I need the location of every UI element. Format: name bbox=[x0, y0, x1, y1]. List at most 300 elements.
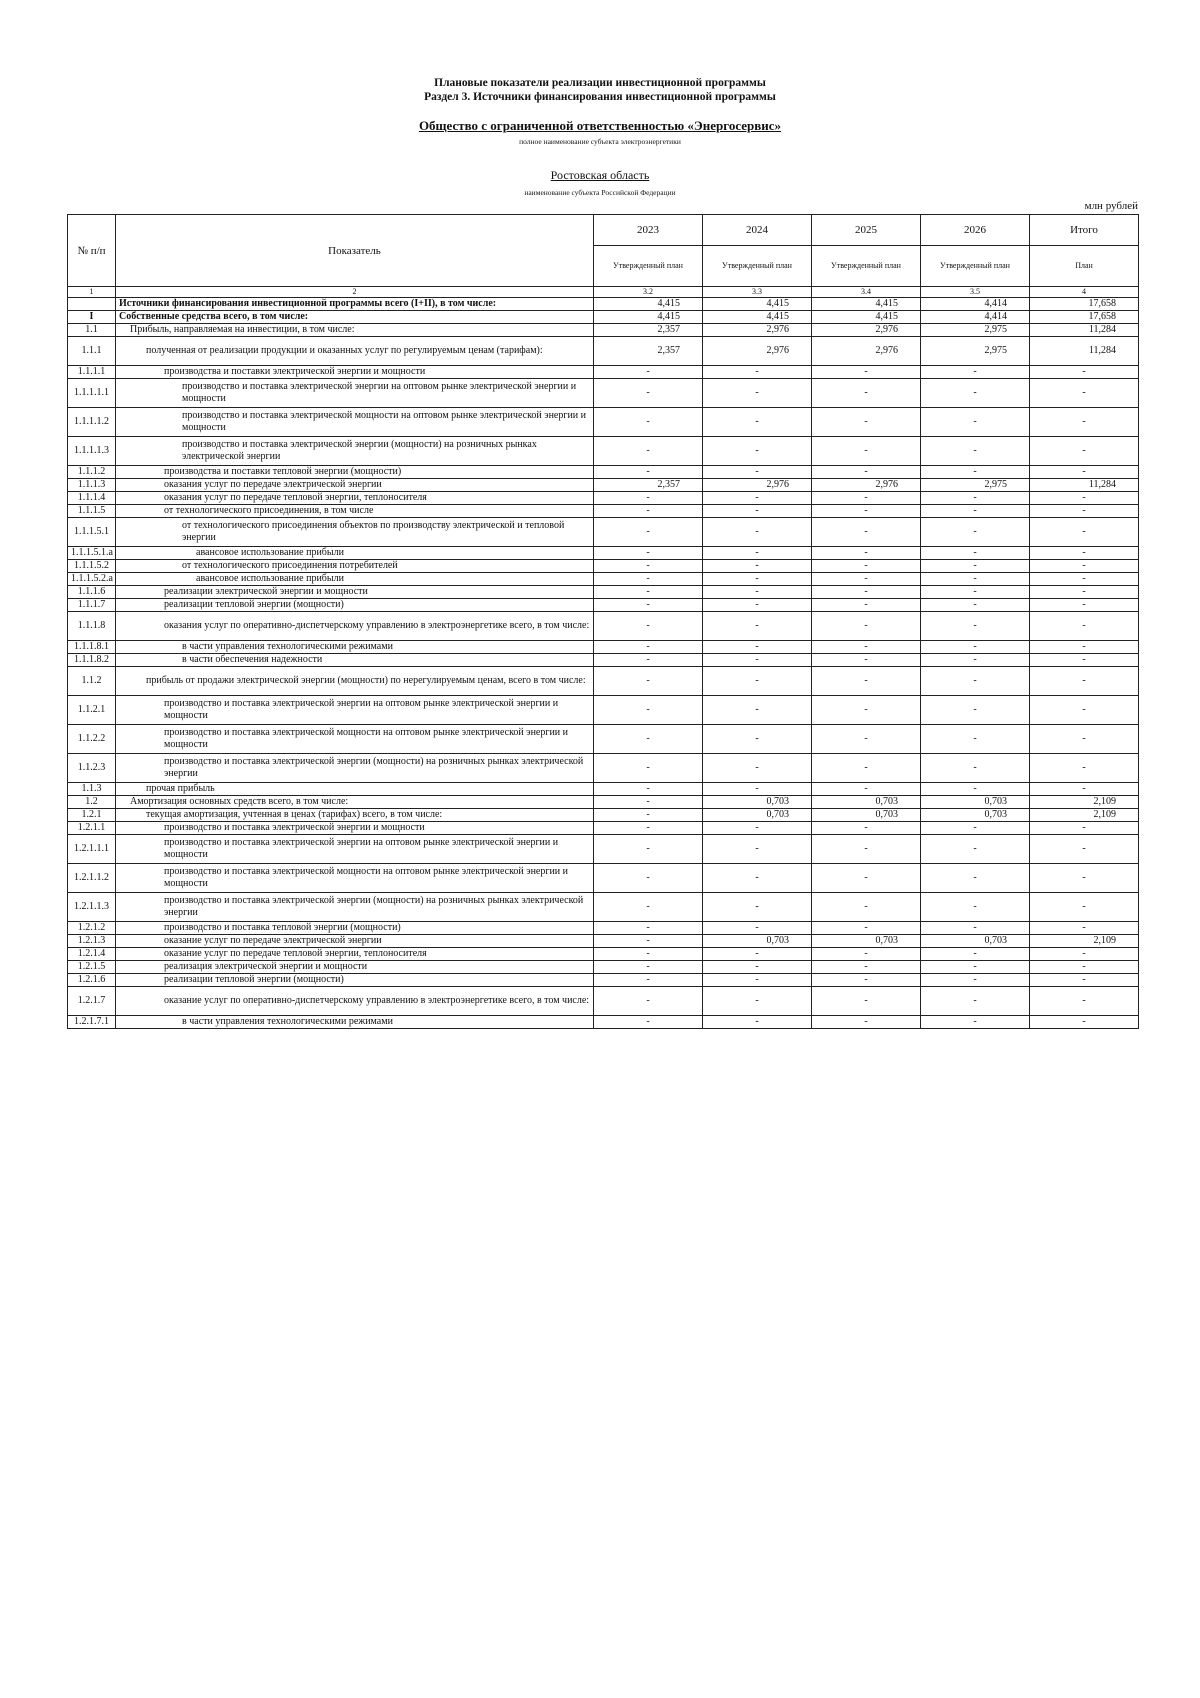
row-label: производство и поставка электрической энергии на оптовом рынке электрической энергии и мощности bbox=[116, 379, 594, 408]
row-number: 1.1 bbox=[68, 324, 116, 337]
value-cell: - bbox=[703, 408, 812, 437]
value-cell: - bbox=[921, 366, 1030, 379]
value-cell: - bbox=[594, 505, 703, 518]
value-cell: - bbox=[921, 492, 1030, 505]
value-cell: - bbox=[921, 518, 1030, 547]
value-cell: - bbox=[594, 379, 703, 408]
value-cell: 4,415 bbox=[703, 298, 812, 311]
value-cell: - bbox=[1030, 922, 1139, 935]
value-cell: - bbox=[1030, 599, 1139, 612]
value-cell: - bbox=[703, 864, 812, 893]
value-cell: - bbox=[812, 922, 921, 935]
row-label: оказания услуг по передаче тепловой энергии, теплоносителя bbox=[116, 492, 594, 505]
region-name: Ростовская область bbox=[550, 168, 650, 182]
value-cell: 2,975 bbox=[921, 479, 1030, 492]
value-cell: - bbox=[594, 437, 703, 466]
value-cell: - bbox=[812, 586, 921, 599]
column-number: 3.3 bbox=[703, 287, 812, 298]
row-label: оказания услуг по передаче электрической энергии bbox=[116, 479, 594, 492]
row-label: Амортизация основных средств всего, в том числе: bbox=[116, 796, 594, 809]
value-cell: - bbox=[812, 783, 921, 796]
value-cell: 4,415 bbox=[812, 298, 921, 311]
value-cell: - bbox=[1030, 783, 1139, 796]
value-cell: - bbox=[921, 783, 1030, 796]
value-cell: - bbox=[703, 783, 812, 796]
row-label: производства и поставки тепловой энергии (мощности) bbox=[116, 466, 594, 479]
value-cell: - bbox=[812, 599, 921, 612]
value-cell: - bbox=[703, 586, 812, 599]
row-label: Собственные средства всего, в том числе: bbox=[116, 311, 594, 324]
plan-header: План bbox=[1030, 246, 1139, 287]
value-cell: - bbox=[812, 573, 921, 586]
column-number: 2 bbox=[116, 287, 594, 298]
table-row bbox=[68, 337, 1139, 366]
value-cell: 2,976 bbox=[812, 479, 921, 492]
table-row bbox=[68, 696, 1139, 725]
value-cell: - bbox=[1030, 948, 1139, 961]
value-cell: - bbox=[1030, 696, 1139, 725]
value-cell: 0,703 bbox=[812, 796, 921, 809]
value-cell: - bbox=[812, 987, 921, 1016]
row-number: 1.1.1.3 bbox=[68, 479, 116, 492]
value-cell: 4,415 bbox=[703, 311, 812, 324]
value-cell: - bbox=[1030, 518, 1139, 547]
value-cell: - bbox=[1030, 379, 1139, 408]
table-row bbox=[68, 408, 1139, 437]
row-label: производство и поставка электрической энергии на оптовом рынке электрической энергии и мощности bbox=[116, 835, 594, 864]
value-cell: - bbox=[921, 696, 1030, 725]
value-cell: - bbox=[1030, 864, 1139, 893]
value-cell: - bbox=[812, 864, 921, 893]
value-cell: 2,976 bbox=[812, 324, 921, 337]
row-number: 1.2.1.6 bbox=[68, 974, 116, 987]
value-cell: - bbox=[594, 987, 703, 1016]
value-cell: - bbox=[594, 1016, 703, 1029]
table-row bbox=[68, 893, 1139, 922]
value-cell: - bbox=[594, 466, 703, 479]
table-row bbox=[68, 586, 1139, 599]
row-label: производство и поставка электрической энергии и мощности bbox=[116, 822, 594, 835]
row-label: Источники финансирования инвестиционной программы всего (I+II), в том числе: bbox=[116, 298, 594, 311]
table-row bbox=[68, 641, 1139, 654]
row-label: производство и поставка электрической энергии на оптовом рынке электрической энергии и мощности bbox=[116, 696, 594, 725]
value-cell: - bbox=[703, 641, 812, 654]
value-cell: - bbox=[594, 599, 703, 612]
value-cell: - bbox=[703, 974, 812, 987]
row-number: 1.1.1.8.2 bbox=[68, 654, 116, 667]
row-label: текущая амортизация, учтенная в ценах (тарифах) всего, в том числе: bbox=[116, 809, 594, 822]
column-number: 3.2 bbox=[594, 287, 703, 298]
value-cell: - bbox=[703, 466, 812, 479]
value-cell: - bbox=[812, 518, 921, 547]
value-cell: 2,109 bbox=[1030, 796, 1139, 809]
value-cell: - bbox=[703, 667, 812, 696]
table-row bbox=[68, 987, 1139, 1016]
value-cell: - bbox=[703, 505, 812, 518]
row-number: 1.1.2.3 bbox=[68, 754, 116, 783]
row-label: производство и поставка электрической мощности на оптовом рынке электрической энергии и мощности bbox=[116, 725, 594, 754]
table-row bbox=[68, 599, 1139, 612]
row-label: оказание услуг по оперативно-диспетчерскому управлению в электроэнергетике всего, в том числе: bbox=[116, 987, 594, 1016]
value-cell: - bbox=[1030, 586, 1139, 599]
value-cell: - bbox=[921, 599, 1030, 612]
row-label: реализации электрической энергии и мощности bbox=[116, 586, 594, 599]
value-cell: - bbox=[703, 725, 812, 754]
value-cell: - bbox=[921, 586, 1030, 599]
value-cell: 2,357 bbox=[594, 337, 703, 366]
value-cell: - bbox=[703, 573, 812, 586]
row-number: 1.2.1.1 bbox=[68, 822, 116, 835]
row-label: производство и поставка электрической мощности на оптовом рынке электрической энергии и мощности bbox=[116, 864, 594, 893]
value-cell: - bbox=[594, 696, 703, 725]
value-cell: - bbox=[921, 725, 1030, 754]
value-cell: - bbox=[812, 754, 921, 783]
value-cell: - bbox=[812, 379, 921, 408]
value-cell: - bbox=[594, 547, 703, 560]
table-row bbox=[68, 311, 1139, 324]
row-label: Прибыль, направляемая на инвестиции, в том числе: bbox=[116, 324, 594, 337]
value-cell: - bbox=[812, 961, 921, 974]
value-cell: - bbox=[594, 922, 703, 935]
row-number: 1.1.1.1 bbox=[68, 366, 116, 379]
plan-header: Утвержденный план bbox=[594, 246, 703, 287]
table-row bbox=[68, 783, 1139, 796]
value-cell: - bbox=[703, 1016, 812, 1029]
table-body bbox=[68, 298, 1139, 1029]
value-cell: - bbox=[812, 835, 921, 864]
value-cell: - bbox=[703, 612, 812, 641]
value-cell: 17,658 bbox=[1030, 298, 1139, 311]
value-cell: 2,975 bbox=[921, 337, 1030, 366]
value-cell: - bbox=[812, 560, 921, 573]
row-label: производство и поставка электрической мощности на оптовом рынке электрической энергии и мощности bbox=[116, 408, 594, 437]
row-number: 1.1.1.5.2.a bbox=[68, 573, 116, 586]
table-row bbox=[68, 573, 1139, 586]
column-number: 3.4 bbox=[812, 287, 921, 298]
value-cell: - bbox=[594, 893, 703, 922]
value-cell: 2,357 bbox=[594, 324, 703, 337]
col-indicator-header: Показатель bbox=[116, 215, 594, 287]
value-cell: - bbox=[594, 366, 703, 379]
row-number: 1.2.1.1.2 bbox=[68, 864, 116, 893]
row-label: оказание услуг по передаче тепловой энергии, теплоносителя bbox=[116, 948, 594, 961]
table-row bbox=[68, 379, 1139, 408]
value-cell: - bbox=[1030, 560, 1139, 573]
table-row bbox=[68, 612, 1139, 641]
value-cell: - bbox=[812, 408, 921, 437]
table-row bbox=[68, 518, 1139, 547]
value-cell: - bbox=[1030, 974, 1139, 987]
table-row bbox=[68, 864, 1139, 893]
row-number: 1.1.1.1.3 bbox=[68, 437, 116, 466]
table-row bbox=[68, 725, 1139, 754]
value-cell: - bbox=[812, 667, 921, 696]
row-number: 1.2.1.3 bbox=[68, 935, 116, 948]
value-cell: - bbox=[921, 948, 1030, 961]
row-label: прочая прибыль bbox=[116, 783, 594, 796]
financing-table bbox=[67, 214, 1139, 1029]
value-cell: - bbox=[921, 987, 1030, 1016]
row-number: 1.1.1.2 bbox=[68, 466, 116, 479]
plan-header: Утвержденный план bbox=[812, 246, 921, 287]
value-cell: - bbox=[1030, 961, 1139, 974]
row-label: реализации тепловой энергии (мощности) bbox=[116, 974, 594, 987]
table-row bbox=[68, 324, 1139, 337]
value-cell: - bbox=[921, 573, 1030, 586]
value-cell: - bbox=[921, 612, 1030, 641]
organization-caption: полное наименование субъекта электроэнергетики bbox=[519, 137, 681, 146]
row-label: в части управления технологическими режимами bbox=[116, 1016, 594, 1029]
header-row-years bbox=[68, 215, 1139, 246]
row-label: от технологического присоединения потребителей bbox=[116, 560, 594, 573]
value-cell: - bbox=[703, 560, 812, 573]
value-cell: - bbox=[921, 654, 1030, 667]
value-cell: - bbox=[921, 864, 1030, 893]
value-cell: - bbox=[1030, 466, 1139, 479]
value-cell: - bbox=[921, 505, 1030, 518]
row-number: 1.2.1.1.1 bbox=[68, 835, 116, 864]
row-label: производство и поставка тепловой энергии (мощности) bbox=[116, 922, 594, 935]
value-cell: - bbox=[1030, 641, 1139, 654]
row-number: 1.1.1.8.1 bbox=[68, 641, 116, 654]
row-number: 1.2.1.7.1 bbox=[68, 1016, 116, 1029]
row-number: 1.1.1.5.1 bbox=[68, 518, 116, 547]
value-cell: - bbox=[703, 437, 812, 466]
year-header: 2023 bbox=[594, 215, 703, 246]
value-cell: - bbox=[812, 1016, 921, 1029]
row-label: производства и поставки электрической энергии и мощности bbox=[116, 366, 594, 379]
table-row bbox=[68, 822, 1139, 835]
value-cell: - bbox=[812, 974, 921, 987]
value-cell: - bbox=[594, 935, 703, 948]
value-cell: - bbox=[594, 408, 703, 437]
value-cell: - bbox=[594, 586, 703, 599]
row-label: полученная от реализации продукции и оказанных услуг по регулируемым ценам (тарифам): bbox=[116, 337, 594, 366]
row-number: I bbox=[68, 311, 116, 324]
row-number: 1.2 bbox=[68, 796, 116, 809]
value-cell: - bbox=[703, 547, 812, 560]
value-cell: - bbox=[1030, 505, 1139, 518]
table-row bbox=[68, 1016, 1139, 1029]
table-row bbox=[68, 560, 1139, 573]
value-cell: 2,976 bbox=[703, 337, 812, 366]
document-title: Плановые показатели реализации инвестиционной программы bbox=[434, 77, 766, 89]
value-cell: 11,284 bbox=[1030, 337, 1139, 366]
table-row bbox=[68, 437, 1139, 466]
row-number: 1.1.2.2 bbox=[68, 725, 116, 754]
value-cell: - bbox=[594, 725, 703, 754]
value-cell: - bbox=[812, 612, 921, 641]
value-cell: - bbox=[703, 754, 812, 783]
value-cell: - bbox=[1030, 492, 1139, 505]
value-cell: - bbox=[812, 948, 921, 961]
value-cell: - bbox=[594, 783, 703, 796]
row-number: 1.1.1.5.2 bbox=[68, 560, 116, 573]
row-label: в части управления технологическими режимами bbox=[116, 641, 594, 654]
value-cell: - bbox=[594, 754, 703, 783]
value-cell: - bbox=[703, 922, 812, 935]
row-label: от технологического присоединения, в том числе bbox=[116, 505, 594, 518]
table-row bbox=[68, 492, 1139, 505]
row-number: 1.1.1.5.1.a bbox=[68, 547, 116, 560]
value-cell: - bbox=[921, 822, 1030, 835]
section-title: Раздел 3. Источники финансирования инвестиционной программы bbox=[424, 91, 776, 103]
value-cell: - bbox=[594, 961, 703, 974]
value-cell: - bbox=[594, 667, 703, 696]
table-row bbox=[68, 754, 1139, 783]
value-cell: - bbox=[1030, 408, 1139, 437]
row-number: 1.1.1.1.1 bbox=[68, 379, 116, 408]
value-cell: - bbox=[594, 654, 703, 667]
value-cell: - bbox=[921, 754, 1030, 783]
row-label: оказание услуг по передаче электрической энергии bbox=[116, 935, 594, 948]
value-cell: - bbox=[594, 492, 703, 505]
value-cell: - bbox=[812, 696, 921, 725]
value-cell: 4,415 bbox=[594, 298, 703, 311]
value-cell: - bbox=[703, 379, 812, 408]
row-number: 1.1.1.8 bbox=[68, 612, 116, 641]
row-number: 1.2.1.4 bbox=[68, 948, 116, 961]
total-header: Итого bbox=[1030, 215, 1139, 246]
value-cell: - bbox=[921, 922, 1030, 935]
row-number: 1.2.1.1.3 bbox=[68, 893, 116, 922]
value-cell: - bbox=[594, 948, 703, 961]
value-cell: - bbox=[703, 518, 812, 547]
row-label: в части обеспечения надежности bbox=[116, 654, 594, 667]
value-cell: - bbox=[1030, 366, 1139, 379]
value-cell: - bbox=[703, 696, 812, 725]
value-cell: - bbox=[594, 822, 703, 835]
value-cell: - bbox=[1030, 573, 1139, 586]
value-cell: - bbox=[1030, 667, 1139, 696]
value-cell: 0,703 bbox=[921, 935, 1030, 948]
row-label: от технологического присоединения объектов по производству электрической и тепловой энергии bbox=[116, 518, 594, 547]
value-cell: - bbox=[921, 835, 1030, 864]
value-cell: 2,975 bbox=[921, 324, 1030, 337]
value-cell: - bbox=[812, 492, 921, 505]
plan-header: Утвержденный план bbox=[921, 246, 1030, 287]
header-row-column-numbers bbox=[68, 287, 1139, 298]
row-label: реализация электрической энергии и мощности bbox=[116, 961, 594, 974]
value-cell: - bbox=[812, 641, 921, 654]
value-cell: - bbox=[703, 893, 812, 922]
value-cell: - bbox=[921, 961, 1030, 974]
region-caption: наименование субъекта Российской Федерации bbox=[524, 188, 676, 197]
value-cell: - bbox=[921, 379, 1030, 408]
row-number: 1.2.1.2 bbox=[68, 922, 116, 935]
value-cell: 2,109 bbox=[1030, 809, 1139, 822]
value-cell: - bbox=[1030, 547, 1139, 560]
row-number: 1.2.1 bbox=[68, 809, 116, 822]
value-cell: - bbox=[703, 366, 812, 379]
value-cell: 17,658 bbox=[1030, 311, 1139, 324]
value-cell: - bbox=[921, 466, 1030, 479]
row-number: 1.1.1 bbox=[68, 337, 116, 366]
value-cell: - bbox=[594, 573, 703, 586]
value-cell: - bbox=[921, 1016, 1030, 1029]
value-cell: - bbox=[921, 974, 1030, 987]
value-cell: - bbox=[594, 518, 703, 547]
table-row bbox=[68, 505, 1139, 518]
row-label: производство и поставка электрической энергии (мощности) на розничных рынках электрической энергии bbox=[116, 754, 594, 783]
value-cell: - bbox=[921, 547, 1030, 560]
value-cell: 11,284 bbox=[1030, 479, 1139, 492]
value-cell: - bbox=[703, 948, 812, 961]
value-cell: - bbox=[812, 725, 921, 754]
row-label: оказания услуг по оперативно-диспетчерскому управлению в электроэнергетике всего, в том числе: bbox=[116, 612, 594, 641]
value-cell: - bbox=[1030, 654, 1139, 667]
row-label: производство и поставка электрической энергии (мощности) на розничных рынках электрической энергии bbox=[116, 893, 594, 922]
value-cell: 0,703 bbox=[703, 796, 812, 809]
column-number: 1 bbox=[68, 287, 116, 298]
year-header: 2026 bbox=[921, 215, 1030, 246]
value-cell: 11,284 bbox=[1030, 324, 1139, 337]
value-cell: - bbox=[594, 974, 703, 987]
value-cell: - bbox=[703, 599, 812, 612]
value-cell: - bbox=[921, 437, 1030, 466]
table-row bbox=[68, 654, 1139, 667]
value-cell: - bbox=[594, 809, 703, 822]
value-cell: 4,415 bbox=[594, 311, 703, 324]
value-cell: 4,414 bbox=[921, 311, 1030, 324]
value-cell: 0,703 bbox=[703, 809, 812, 822]
table-row bbox=[68, 547, 1139, 560]
row-number: 1.1.1.1.2 bbox=[68, 408, 116, 437]
value-cell: - bbox=[594, 641, 703, 654]
value-cell: - bbox=[812, 505, 921, 518]
value-cell: - bbox=[812, 366, 921, 379]
row-number: 1.2.1.7 bbox=[68, 987, 116, 1016]
value-cell: - bbox=[921, 667, 1030, 696]
table-row bbox=[68, 935, 1139, 948]
value-cell: - bbox=[1030, 893, 1139, 922]
value-cell: - bbox=[921, 893, 1030, 922]
value-cell: - bbox=[594, 612, 703, 641]
column-number: 3.5 bbox=[921, 287, 1030, 298]
table-row bbox=[68, 796, 1139, 809]
table-row bbox=[68, 948, 1139, 961]
value-cell: - bbox=[812, 466, 921, 479]
year-header: 2025 bbox=[812, 215, 921, 246]
value-cell: 4,414 bbox=[921, 298, 1030, 311]
row-label: авансовое использование прибыли bbox=[116, 573, 594, 586]
value-cell: 2,109 bbox=[1030, 935, 1139, 948]
value-cell: - bbox=[1030, 822, 1139, 835]
value-cell: - bbox=[1030, 1016, 1139, 1029]
value-cell: - bbox=[703, 987, 812, 1016]
table-row bbox=[68, 466, 1139, 479]
value-cell: 2,976 bbox=[812, 337, 921, 366]
value-cell: - bbox=[1030, 835, 1139, 864]
value-cell: - bbox=[1030, 437, 1139, 466]
value-cell: - bbox=[921, 408, 1030, 437]
value-cell: - bbox=[703, 654, 812, 667]
value-cell: - bbox=[812, 437, 921, 466]
row-number: 1.1.1.6 bbox=[68, 586, 116, 599]
value-cell: - bbox=[1030, 612, 1139, 641]
value-cell: - bbox=[594, 560, 703, 573]
table-row bbox=[68, 809, 1139, 822]
value-cell: - bbox=[812, 547, 921, 560]
value-cell: - bbox=[703, 835, 812, 864]
table-row bbox=[68, 366, 1139, 379]
table-row bbox=[68, 479, 1139, 492]
value-cell: 2,976 bbox=[703, 479, 812, 492]
units-label: млн рублей bbox=[1084, 200, 1138, 212]
value-cell: - bbox=[703, 822, 812, 835]
table-row bbox=[68, 667, 1139, 696]
value-cell: 0,703 bbox=[812, 809, 921, 822]
